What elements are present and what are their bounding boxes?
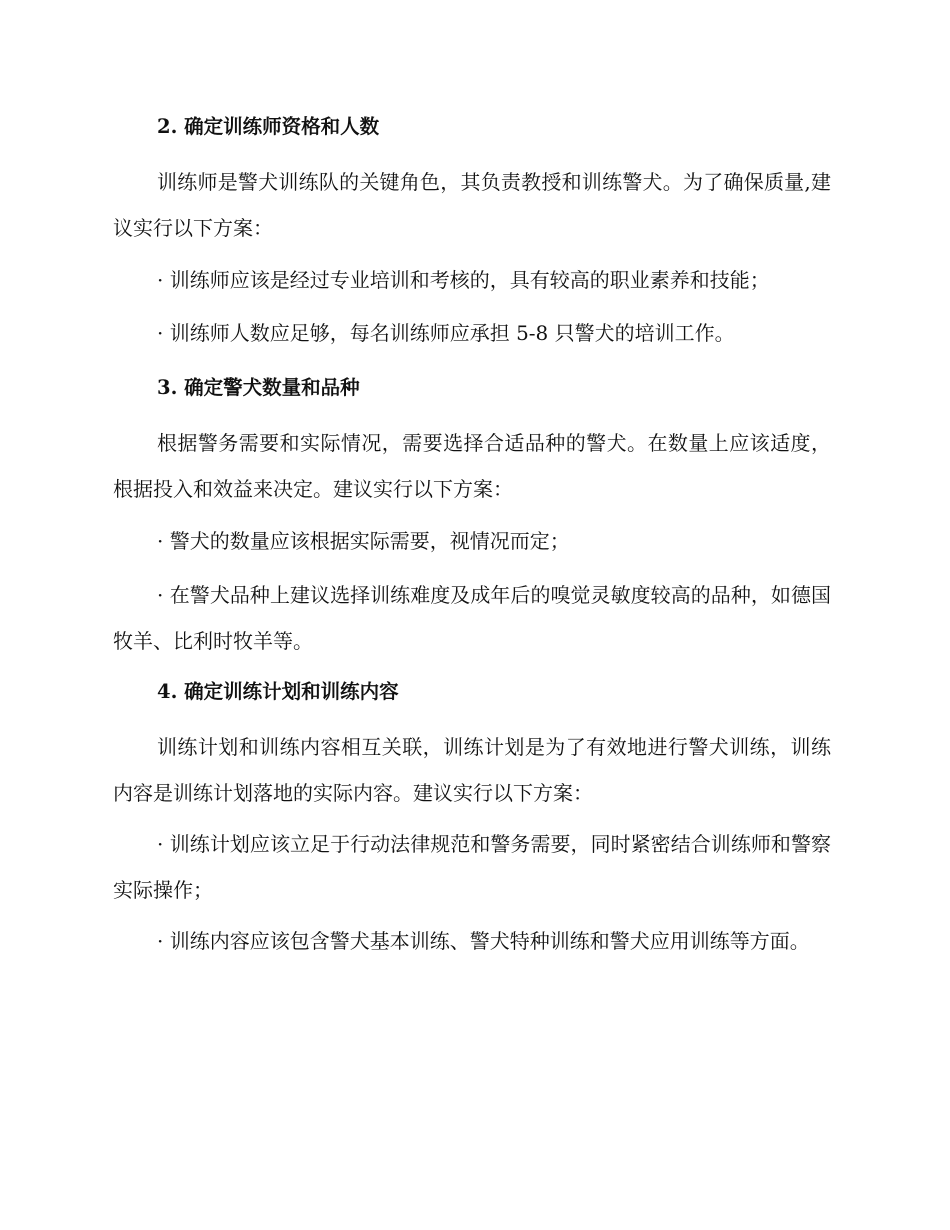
paragraph-training-plan-intro: 训练计划和训练内容相互关联，训练计划是为了有效地进行警犬训练，训练内容是训练计划落地的实际内容。建议实行以下方案： [113, 735, 831, 805]
bullet-dog-breed: · 在警犬品种上建议选择训练难度及成年后的嗅觉灵敏度较高的品种，如德国牧羊、比利时牧羊等。 [113, 583, 831, 653]
section-heading-dog-count-breed: 3. 确定警犬数量和品种 [157, 376, 360, 399]
paragraph-dog-count-breed-intro: 根据警务需要和实际情况，需要选择合适品种的警犬。在数量上应该适度，根据投入和效益来决定。建议实行以下方案： [113, 431, 831, 501]
bullet-training-content: · 训练内容应该包含警犬基本训练、警犬特种训练和警犬应用训练等方面。 [157, 929, 810, 953]
bullet-dog-quantity: · 警犬的数量应该根据实际需要，视情况而定； [157, 529, 570, 553]
bullet-training-plan-basis: · 训练计划应该立足于行动法律规范和警务需要，同时紧密结合训练师和警察实际操作； [113, 832, 831, 902]
section-heading-training-staff: 2. 确定训练师资格和人数 [157, 115, 380, 138]
paragraph-training-staff-intro: 训练师是警犬训练队的关键角色，其负责教授和训练警犬。为了确保质量,建议实行以下方案： [113, 170, 831, 240]
bullet-trainer-qualification: · 训练师应该是经过专业培训和考核的，具有较高的职业素养和技能； [157, 268, 770, 292]
bullet-trainer-count: · 训练师人数应足够，每名训练师应承担 5-8 只警犬的培训工作。 [157, 321, 735, 345]
section-heading-training-plan: 4. 确定训练计划和训练内容 [157, 680, 399, 703]
